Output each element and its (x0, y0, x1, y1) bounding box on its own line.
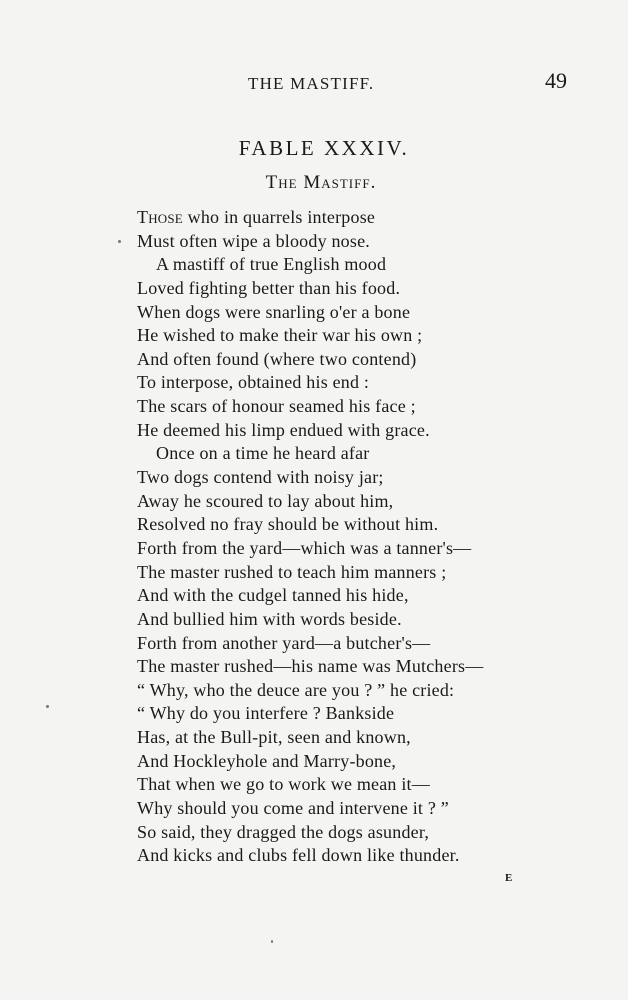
fable-title: The Mastiff. (265, 172, 377, 193)
poem-line: Has, at the Bull-pit, seen and known, (137, 727, 411, 748)
signature-mark: E (505, 872, 513, 884)
fable-number: FABLE XXXIV. (238, 136, 410, 160)
poem-line: When dogs were snarling o'er a bone (137, 301, 411, 322)
poem-line: Must often wipe a bloody nose. (137, 230, 370, 251)
poem-line: Away he scoured to lay about him, (137, 490, 394, 511)
poem-line: To interpose, obtained his end : (137, 372, 370, 393)
poem-line: And with the cudgel tanned his hide, (137, 585, 409, 606)
poem-line: And Hockleyhole and Marry-bone, (137, 750, 397, 771)
poem-line: Forth from another yard—a butcher's— (137, 632, 431, 653)
poem-line: He wished to make their war his own ; (137, 325, 423, 346)
poem-line: The scars of honour seamed his face ; (137, 396, 416, 417)
poem-first-word: Those (137, 207, 183, 227)
paper-speck (271, 940, 273, 943)
poem-line: “ Why do you interfere ? Bankside (137, 703, 395, 724)
poem-line: “ Why, who the deuce are you ? ” he cried: (137, 679, 455, 700)
poem-line: Resolved no fray should be without him. (137, 514, 439, 535)
poem-line: And kicks and clubs fell down like thunder. (137, 845, 460, 866)
paper-speck (46, 705, 49, 708)
paper-speck (118, 240, 121, 243)
poem-line: Loved fighting better than his food. (137, 277, 401, 298)
poem-line: Forth from the yard—which was a tanner's— (137, 537, 472, 558)
poem-first-line-rest: who in quarrels interpose (182, 207, 376, 227)
poem-line: Two dogs contend with noisy jar; (137, 467, 384, 488)
page-number: 49 (545, 68, 567, 93)
poem-line: Once on a time he heard afar (156, 443, 370, 464)
poem-line: The master rushed—his name was Mutchers— (137, 656, 484, 677)
poem-line: And bullied him with words beside. (137, 608, 402, 629)
poem-line: A mastiff of true English mood (156, 254, 387, 275)
poem-line: So said, they dragged the dogs asunder, (137, 821, 430, 842)
poem-line: And often found (where two contend) (137, 348, 417, 369)
poem-line: That when we go to work we mean it— (137, 774, 430, 795)
poem-line: Why should you come and intervene it ? ” (137, 798, 449, 819)
running-head: THE MASTIFF. (248, 74, 375, 93)
poem-line (137, 206, 483, 230)
poem-line: He deemed his limp endued with grace. (137, 419, 430, 440)
poem-line: The master rushed to teach him manners ; (137, 561, 447, 582)
poem-text (137, 206, 483, 868)
